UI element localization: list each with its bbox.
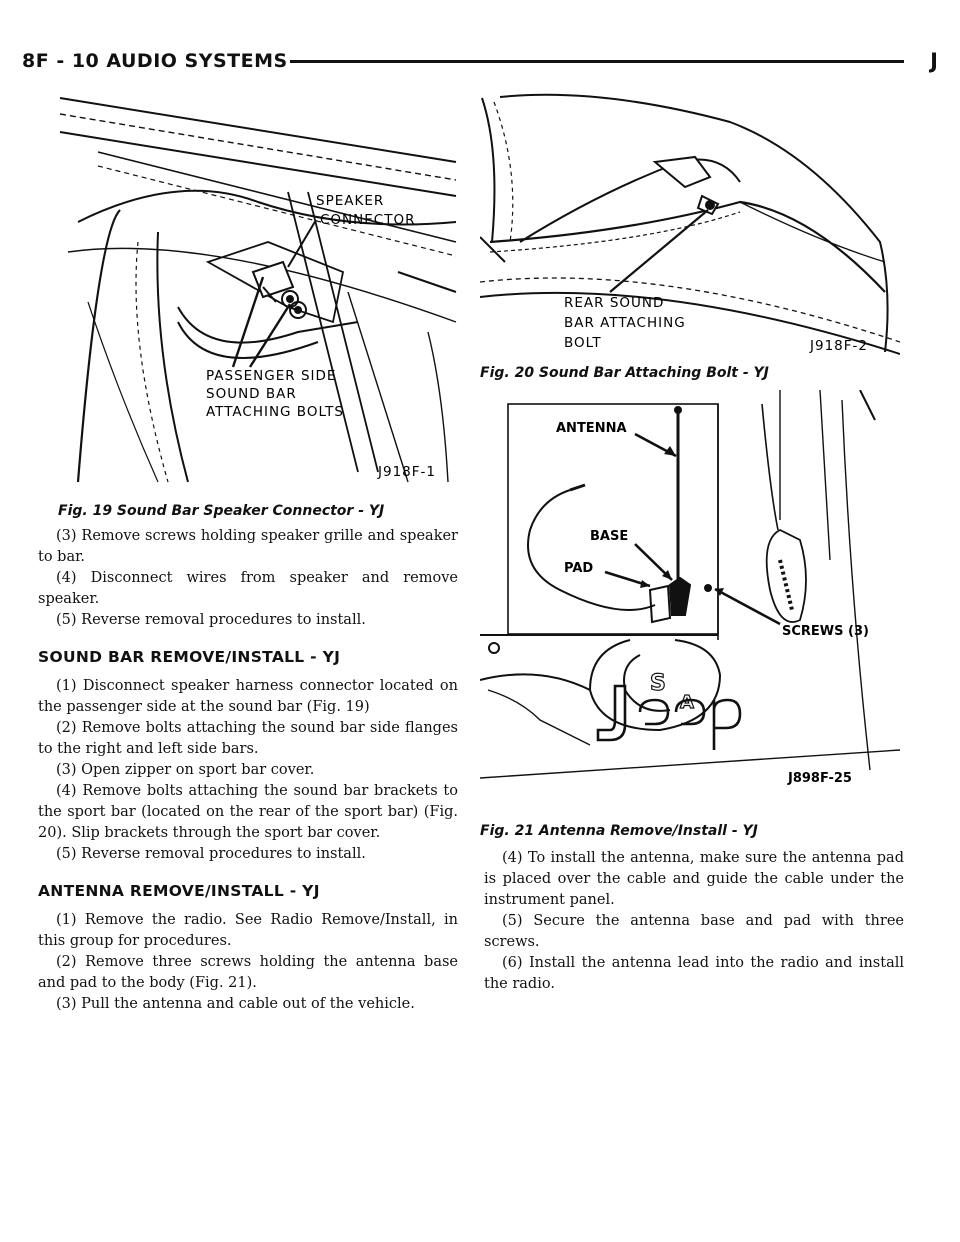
svg-text:S: S [650,671,666,696]
fig21-label-antenna: ANTENNA [556,421,627,436]
figure-19-caption: Fig. 19 Sound Bar Speaker Connector - YJ [58,503,385,519]
antenna-step-1: (1) Remove the radio. See Radio Remove/Install, in this group for procedures. [38,912,458,949]
speaker-step-4: (4) Disconnect wires from speaker and remove speaker. [38,570,458,607]
antenna-step-3: (3) Pull the antenna and cable out of the vehicle. [56,996,415,1012]
fig20-code: J918F-2 [810,338,868,354]
speaker-step-5: (5) Reverse removal procedures to install. [56,612,366,628]
sound-bar-step-3: (3) Open zipper on sport bar cover. [56,762,315,778]
section-title: 8F - 10 AUDIO SYSTEMS [22,50,288,72]
fig21-label-screws: SCREWS (3) [782,624,869,639]
figure-20-illustration [480,92,900,362]
left-column [38,526,458,1015]
fig19-label-bolts-2: SOUND BAR [206,386,297,402]
sound-bar-step-2: (2) Remove bolts attaching the sound bar side flanges to the right and left side bars. [38,720,458,757]
fig21-label-base: BASE [590,529,629,544]
antenna-step-6: (6) Install the antenna lead into the radio and install the radio. [484,955,904,992]
sound-bar-step-1: (1) Disconnect speaker harness connector located on the passenger side at the sound bar (Fig. 19) [38,678,458,715]
fig21-code: J898F-25 [788,771,852,786]
page-header [22,46,938,76]
svg-text:A: A [680,692,694,713]
header-rule [290,60,904,63]
section-letter: J [930,49,938,73]
antenna-heading: ANTENNA REMOVE/INSTALL - YJ [38,882,320,900]
speaker-step-3: (3) Remove screws holding speaker grille and speaker to bar. [38,528,458,565]
figure-21-illustration [480,390,900,790]
figure-19-illustration [58,92,458,492]
right-column [484,848,904,995]
figure-20-caption: Fig. 20 Sound Bar Attaching Bolt - YJ [480,365,769,381]
antenna-step-2: (2) Remove three screws holding the antenna base and pad to the body (Fig. 21). [38,954,458,991]
fig19-label-bolts-3: ATTACHING BOLTS [206,404,344,420]
fig19-label-bolts-1: PASSENGER SIDE [206,368,337,384]
antenna-step-4: (4) To install the antenna, make sure the antenna pad is placed over the cable and guide the cable under the instrument panel. [484,850,904,908]
figure-21-caption: Fig. 21 Antenna Remove/Install - YJ [480,823,758,839]
fig19-label-speaker-1: SPEAKER [316,193,385,209]
antenna-step-5: (5) Secure the antenna base and pad with three screws. [484,913,904,950]
fig21-label-pad: PAD [564,561,594,576]
fig19-code: J918F-1 [378,464,436,480]
sound-bar-heading: SOUND BAR REMOVE/INSTALL - YJ [38,648,341,666]
fig19-label-speaker-2: CONNECTOR [320,212,416,228]
fig20-label-2: BAR ATTACHING [564,315,686,331]
fig20-label-1: REAR SOUND [564,295,665,311]
fig20-label-3: BOLT [564,335,602,351]
sound-bar-step-4: (4) Remove bolts attaching the sound bar brackets to the sport bar (located on the rear of the sport bar) (Fig. 20). Slip brackets through the sport bar cover. [38,783,458,841]
sound-bar-step-5: (5) Reverse removal procedures to install. [56,846,366,862]
